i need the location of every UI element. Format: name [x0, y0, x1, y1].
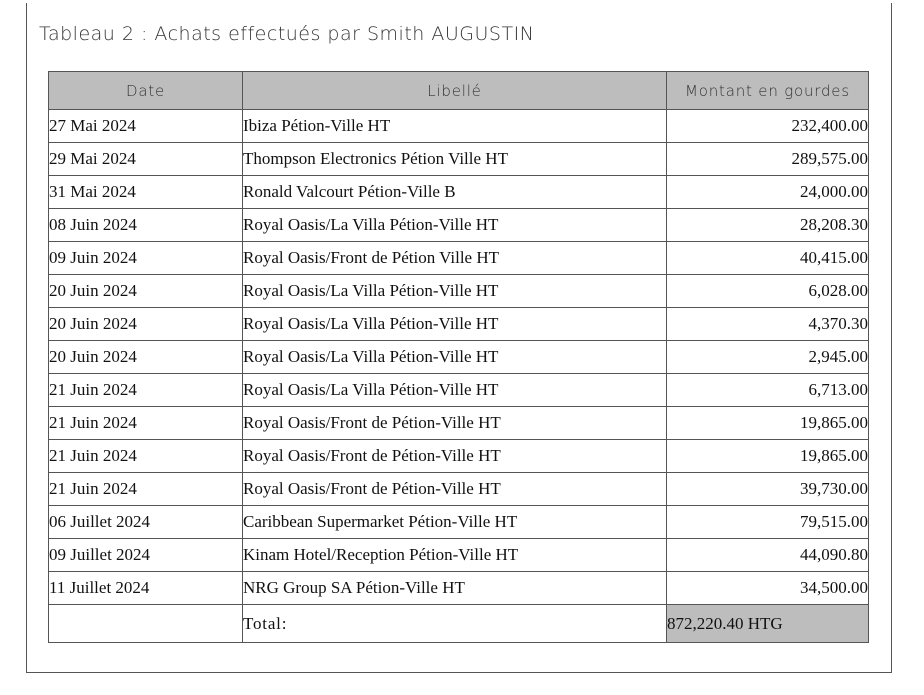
table-row: [49, 407, 869, 440]
cell-label: Royal Oasis/La Villa Pétion-Ville HT: [243, 374, 667, 407]
table-row: [49, 275, 869, 308]
cell-label: Caribbean Supermarket Pétion-Ville HT: [243, 506, 667, 539]
cell-label: Ronald Valcourt Pétion-Ville B: [243, 176, 667, 209]
cell-amount: 44,090.80: [667, 539, 869, 572]
table-row: [49, 572, 869, 605]
cell-date: 21 Juin 2024: [49, 473, 243, 506]
column-header-label: Libellé: [243, 72, 667, 110]
cell-label: Kinam Hotel/Reception Pétion-Ville HT: [243, 539, 667, 572]
cell-label: Royal Oasis/Front de Pétion-Ville HT: [243, 407, 667, 440]
cell-date: 20 Juin 2024: [49, 341, 243, 374]
cell-date: 09 Juin 2024: [49, 242, 243, 275]
table-caption: Tableau 2 : Achats effectués par Smith AUGUSTIN: [39, 23, 535, 45]
cell-date: 11 Juillet 2024: [49, 572, 243, 605]
table-row: [49, 473, 869, 506]
cell-date: 09 Juillet 2024: [49, 539, 243, 572]
cell-label: Royal Oasis/La Villa Pétion-Ville HT: [243, 209, 667, 242]
cell-amount: 6,028.00: [667, 275, 869, 308]
table-body: [49, 110, 869, 605]
total-amount: 872,220.40 HTG: [667, 605, 869, 643]
cell-label: Royal Oasis/Front de Pétion-Ville HT: [243, 473, 667, 506]
cell-amount: 6,713.00: [667, 374, 869, 407]
cell-amount: 2,945.00: [667, 341, 869, 374]
cell-label: NRG Group SA Pétion-Ville HT: [243, 572, 667, 605]
table-row: [49, 242, 869, 275]
purchases-table: [48, 71, 869, 643]
cell-amount: 232,400.00: [667, 110, 869, 143]
cell-date: 20 Juin 2024: [49, 308, 243, 341]
column-header-amount: Montant en gourdes: [667, 72, 869, 110]
cell-amount: 79,515.00: [667, 506, 869, 539]
document-page: [26, 3, 892, 673]
table-header-row: [49, 72, 869, 110]
cell-label: Thompson Electronics Pétion Ville HT: [243, 143, 667, 176]
cell-date: 31 Mai 2024: [49, 176, 243, 209]
total-empty-cell: [49, 605, 243, 643]
table-row: [49, 308, 869, 341]
cell-label: Royal Oasis/La Villa Pétion-Ville HT: [243, 275, 667, 308]
table-row: [49, 341, 869, 374]
cell-amount: 4,370.30: [667, 308, 869, 341]
table-row: [49, 209, 869, 242]
cell-amount: 40,415.00: [667, 242, 869, 275]
cell-date: 21 Juin 2024: [49, 374, 243, 407]
cell-label: Royal Oasis/La Villa Pétion-Ville HT: [243, 341, 667, 374]
cell-date: 21 Juin 2024: [49, 440, 243, 473]
table-row: [49, 506, 869, 539]
table-row: [49, 539, 869, 572]
table-row: [49, 374, 869, 407]
cell-label: Royal Oasis/La Villa Pétion-Ville HT: [243, 308, 667, 341]
cell-amount: 19,865.00: [667, 440, 869, 473]
cell-amount: 39,730.00: [667, 473, 869, 506]
cell-amount: 19,865.00: [667, 407, 869, 440]
cell-date: 21 Juin 2024: [49, 407, 243, 440]
cell-date: 06 Juillet 2024: [49, 506, 243, 539]
cell-date: 29 Mai 2024: [49, 143, 243, 176]
cell-label: Royal Oasis/Front de Pétion Ville HT: [243, 242, 667, 275]
cell-date: 20 Juin 2024: [49, 275, 243, 308]
total-row: [49, 605, 869, 643]
table-row: [49, 440, 869, 473]
column-header-date: Date: [49, 72, 243, 110]
total-label: Total:: [243, 605, 667, 643]
cell-amount: 24,000.00: [667, 176, 869, 209]
table-row: [49, 176, 869, 209]
cell-date: 27 Mai 2024: [49, 110, 243, 143]
cell-date: 08 Juin 2024: [49, 209, 243, 242]
table-row: [49, 143, 869, 176]
table-row: [49, 110, 869, 143]
cell-amount: 34,500.00: [667, 572, 869, 605]
cell-amount: 28,208.30: [667, 209, 869, 242]
cell-amount: 289,575.00: [667, 143, 869, 176]
cell-label: Royal Oasis/Front de Pétion-Ville HT: [243, 440, 667, 473]
cell-label: Ibiza Pétion-Ville HT: [243, 110, 667, 143]
